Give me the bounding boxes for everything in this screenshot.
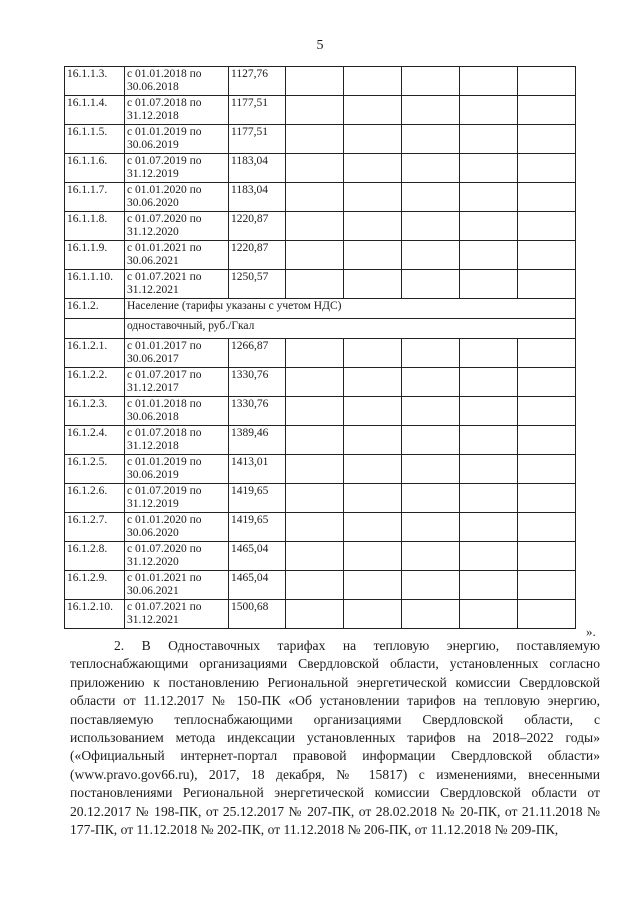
empty-cell xyxy=(344,241,402,270)
empty-cell xyxy=(460,125,518,154)
empty-cell xyxy=(344,455,402,484)
empty-cell xyxy=(344,542,402,571)
empty-cell xyxy=(518,368,576,397)
table-row xyxy=(65,455,576,484)
row-period xyxy=(125,368,229,397)
empty-cell xyxy=(460,368,518,397)
row-tariff-value: 1389,46 xyxy=(229,426,286,455)
empty-cell xyxy=(518,125,576,154)
row-period xyxy=(125,426,229,455)
empty-cell xyxy=(286,513,344,542)
row-code: 16.1.2.5. xyxy=(65,455,125,484)
row-period xyxy=(125,212,229,241)
row-code: 16.1.2.2. xyxy=(65,368,125,397)
empty-cell xyxy=(518,270,576,299)
period-line: с 01.01.2017 по xyxy=(127,340,202,352)
table-row xyxy=(65,600,576,629)
period-line: с 01.01.2018 по xyxy=(127,398,202,410)
period-line: 31.12.2020 xyxy=(127,226,179,238)
period-line: 30.06.2020 xyxy=(127,527,179,539)
table-row xyxy=(65,513,576,542)
row-period xyxy=(125,542,229,571)
period-line: с 01.07.2021 по xyxy=(127,271,202,283)
row-code: 16.1.2.1. xyxy=(65,339,125,368)
row-tariff-value: 1177,51 xyxy=(229,96,286,125)
row-code: 16.1.2.9. xyxy=(65,571,125,600)
empty-cell xyxy=(460,571,518,600)
empty-cell xyxy=(344,96,402,125)
period-line: 31.12.2017 xyxy=(127,382,179,394)
period-line: с 01.07.2021 по xyxy=(127,601,202,613)
empty-cell xyxy=(286,368,344,397)
period-line: 30.06.2021 xyxy=(127,255,179,267)
empty-cell xyxy=(402,426,460,455)
period-line: с 01.01.2019 по xyxy=(127,126,202,138)
empty-cell xyxy=(402,270,460,299)
table-row xyxy=(65,571,576,600)
empty-cell xyxy=(402,455,460,484)
period-line: 31.12.2019 xyxy=(127,498,179,510)
empty-cell xyxy=(402,241,460,270)
table-row xyxy=(65,484,576,513)
period-line: с 01.07.2019 по xyxy=(127,485,202,497)
empty-cell xyxy=(518,426,576,455)
row-tariff-value: 1465,04 xyxy=(229,571,286,600)
period-line: 30.06.2021 xyxy=(127,585,179,597)
table-row xyxy=(65,397,576,426)
period-line: с 01.01.2020 по xyxy=(127,514,202,526)
empty-cell xyxy=(460,397,518,426)
empty-cell xyxy=(286,455,344,484)
row-period xyxy=(125,67,229,96)
empty-cell xyxy=(286,542,344,571)
empty-cell xyxy=(344,183,402,212)
empty-cell xyxy=(518,183,576,212)
empty-cell xyxy=(344,426,402,455)
row-tariff-value: 1220,87 xyxy=(229,212,286,241)
period-line: 30.06.2018 xyxy=(127,411,179,423)
period-line: с 01.01.2021 по xyxy=(127,242,202,254)
table-row xyxy=(65,154,576,183)
empty-cell xyxy=(518,571,576,600)
empty-cell xyxy=(402,600,460,629)
table-row xyxy=(65,426,576,455)
empty-cell xyxy=(344,513,402,542)
empty-cell xyxy=(460,241,518,270)
empty-cell xyxy=(286,125,344,154)
page-number: 5 xyxy=(316,38,324,53)
empty-cell xyxy=(402,513,460,542)
row-period xyxy=(125,513,229,542)
empty-cell xyxy=(344,368,402,397)
row-code: 16.1.1.6. xyxy=(65,154,125,183)
empty-cell xyxy=(344,67,402,96)
table-row xyxy=(65,270,576,299)
empty-cell xyxy=(402,368,460,397)
empty-cell xyxy=(460,212,518,241)
empty-cell xyxy=(402,542,460,571)
period-line: 30.06.2019 xyxy=(127,469,179,481)
row-code: 16.1.1.5. xyxy=(65,125,125,154)
empty-cell xyxy=(460,96,518,125)
empty-cell xyxy=(344,125,402,154)
empty-cell xyxy=(402,571,460,600)
table-row xyxy=(65,125,576,154)
empty-cell xyxy=(402,484,460,513)
row-tariff-value: 1177,51 xyxy=(229,125,286,154)
row-tariff-value: 1183,04 xyxy=(229,183,286,212)
row-code: 16.1.2.6. xyxy=(65,484,125,513)
empty-cell xyxy=(460,600,518,629)
body-paragraph: 2. В Одноставочных тарифах на тепловую энергию, поставляемую теплоснабжающими организациями Свердловской области, установленных согласно приложению к постановлению Региональной энергетической комиссии Свердловской области от 11.12.2017 № 150-ПК «Об установлении тарифов на тепловую энергию, поставляемую теплоснабжающими организациями Свердловской области, с использованием метода индексации установленных тарифов на 2018–2022 годы» («Официальный интернет-портал правовой информации Свердловской области» (www.pravo.gov66.ru), 2017, 18 декабря, № 15817) с изменениями, внесенными постановлениями Региональной энергетической комиссии Свердловской области от 20.12.2017 № 198-ПК, от 25.12.2017 № 207-ПК, от 28.02.2018 № 20-ПК, от 21.11.2018 № 177-ПК, от 11.12.2018 № 202-ПК, от 11.12.2018 № 206-ПК, от 11.12.2018 № 209-ПК, xyxy=(70,638,600,838)
tariff-table-body xyxy=(65,67,576,629)
row-code: 16.1.1.10. xyxy=(65,270,125,299)
row-tariff-value: 1419,65 xyxy=(229,513,286,542)
section-subtitle: одноставочный, руб./Гкал xyxy=(125,319,576,339)
empty-cell xyxy=(286,241,344,270)
period-line: с 01.07.2019 по xyxy=(127,155,202,167)
period-line: с 01.01.2020 по xyxy=(127,184,202,196)
row-code: 16.1.1.3. xyxy=(65,67,125,96)
empty-cell xyxy=(65,319,125,339)
empty-cell xyxy=(286,484,344,513)
empty-cell xyxy=(344,571,402,600)
row-period xyxy=(125,397,229,426)
period-line: 30.06.2019 xyxy=(127,139,179,151)
period-line: 31.12.2018 xyxy=(127,440,179,452)
empty-cell xyxy=(344,154,402,183)
row-period xyxy=(125,183,229,212)
empty-cell xyxy=(460,513,518,542)
period-line: 31.12.2019 xyxy=(127,168,179,180)
empty-cell xyxy=(286,426,344,455)
empty-cell xyxy=(286,154,344,183)
period-line: с 01.07.2017 по xyxy=(127,369,202,381)
row-tariff-value: 1250,57 xyxy=(229,270,286,299)
row-period xyxy=(125,600,229,629)
table-row xyxy=(65,368,576,397)
empty-cell xyxy=(518,484,576,513)
row-period xyxy=(125,455,229,484)
empty-cell xyxy=(344,212,402,241)
empty-cell xyxy=(518,600,576,629)
period-line: 30.06.2018 xyxy=(127,81,179,93)
period-line: с 01.07.2018 по xyxy=(127,97,202,109)
empty-cell xyxy=(402,125,460,154)
table-row xyxy=(65,241,576,270)
row-period xyxy=(125,339,229,368)
row-tariff-value: 1465,04 xyxy=(229,542,286,571)
section-code: 16.1.2. xyxy=(65,299,125,319)
period-line: 31.12.2021 xyxy=(127,284,179,296)
period-line: с 01.01.2021 по xyxy=(127,572,202,584)
empty-cell xyxy=(286,270,344,299)
row-period xyxy=(125,154,229,183)
table-row xyxy=(65,67,576,96)
row-code: 16.1.2.7. xyxy=(65,513,125,542)
empty-cell xyxy=(460,426,518,455)
period-line: 31.12.2020 xyxy=(127,556,179,568)
row-code: 16.1.1.4. xyxy=(65,96,125,125)
row-tariff-value: 1127,76 xyxy=(229,67,286,96)
empty-cell xyxy=(460,339,518,368)
row-code: 16.1.2.10. xyxy=(65,600,125,629)
row-code: 16.1.1.8. xyxy=(65,212,125,241)
row-code: 16.1.2.3. xyxy=(65,397,125,426)
empty-cell xyxy=(518,96,576,125)
empty-cell xyxy=(402,183,460,212)
empty-cell xyxy=(518,212,576,241)
empty-cell xyxy=(402,212,460,241)
period-line: с 01.07.2020 по xyxy=(127,543,202,555)
empty-cell xyxy=(460,455,518,484)
empty-cell xyxy=(402,339,460,368)
row-tariff-value: 1419,65 xyxy=(229,484,286,513)
empty-cell xyxy=(344,484,402,513)
empty-cell xyxy=(286,571,344,600)
row-code: 16.1.2.4. xyxy=(65,426,125,455)
table-row xyxy=(65,542,576,571)
empty-cell xyxy=(460,484,518,513)
empty-cell xyxy=(402,67,460,96)
empty-cell xyxy=(402,96,460,125)
row-code: 16.1.1.9. xyxy=(65,241,125,270)
empty-cell xyxy=(518,513,576,542)
period-line: с 01.01.2019 по xyxy=(127,456,202,468)
section-row xyxy=(65,299,576,319)
row-period xyxy=(125,241,229,270)
empty-cell xyxy=(518,67,576,96)
period-line: с 01.01.2018 по xyxy=(127,68,202,80)
empty-cell xyxy=(518,455,576,484)
empty-cell xyxy=(286,397,344,426)
period-line: 31.12.2018 xyxy=(127,110,179,122)
empty-cell xyxy=(460,542,518,571)
row-period xyxy=(125,571,229,600)
empty-cell xyxy=(518,241,576,270)
period-line: с 01.07.2018 по xyxy=(127,427,202,439)
period-line: 31.12.2021 xyxy=(127,614,179,626)
section-subtitle-row xyxy=(65,319,576,339)
empty-cell xyxy=(286,600,344,629)
row-tariff-value: 1220,87 xyxy=(229,241,286,270)
row-period xyxy=(125,96,229,125)
table-row xyxy=(65,183,576,212)
empty-cell xyxy=(344,397,402,426)
empty-cell xyxy=(286,67,344,96)
empty-cell xyxy=(286,183,344,212)
empty-cell xyxy=(344,600,402,629)
period-line: 30.06.2017 xyxy=(127,353,179,365)
empty-cell xyxy=(286,96,344,125)
row-tariff-value: 1266,87 xyxy=(229,339,286,368)
empty-cell xyxy=(518,339,576,368)
empty-cell xyxy=(460,270,518,299)
empty-cell xyxy=(286,212,344,241)
table-row xyxy=(65,212,576,241)
row-tariff-value: 1500,68 xyxy=(229,600,286,629)
empty-cell xyxy=(402,154,460,183)
row-tariff-value: 1330,76 xyxy=(229,368,286,397)
table-row xyxy=(65,96,576,125)
row-tariff-value: 1413,01 xyxy=(229,455,286,484)
tariff-table xyxy=(64,66,576,629)
row-period xyxy=(125,270,229,299)
row-code: 16.1.2.8. xyxy=(65,542,125,571)
row-period xyxy=(125,125,229,154)
empty-cell xyxy=(344,339,402,368)
empty-cell xyxy=(518,397,576,426)
table-row xyxy=(65,339,576,368)
empty-cell xyxy=(518,154,576,183)
empty-cell xyxy=(460,183,518,212)
row-code: 16.1.1.7. xyxy=(65,183,125,212)
row-tariff-value: 1183,04 xyxy=(229,154,286,183)
period-line: 30.06.2020 xyxy=(127,197,179,209)
empty-cell xyxy=(402,397,460,426)
closing-quote: ». xyxy=(586,624,596,639)
row-tariff-value: 1330,76 xyxy=(229,397,286,426)
empty-cell xyxy=(460,154,518,183)
period-line: с 01.07.2020 по xyxy=(127,213,202,225)
empty-cell xyxy=(286,339,344,368)
section-title: Население (тарифы указаны с учетом НДС) xyxy=(125,299,576,319)
empty-cell xyxy=(344,270,402,299)
empty-cell xyxy=(518,542,576,571)
empty-cell xyxy=(460,67,518,96)
row-period xyxy=(125,484,229,513)
